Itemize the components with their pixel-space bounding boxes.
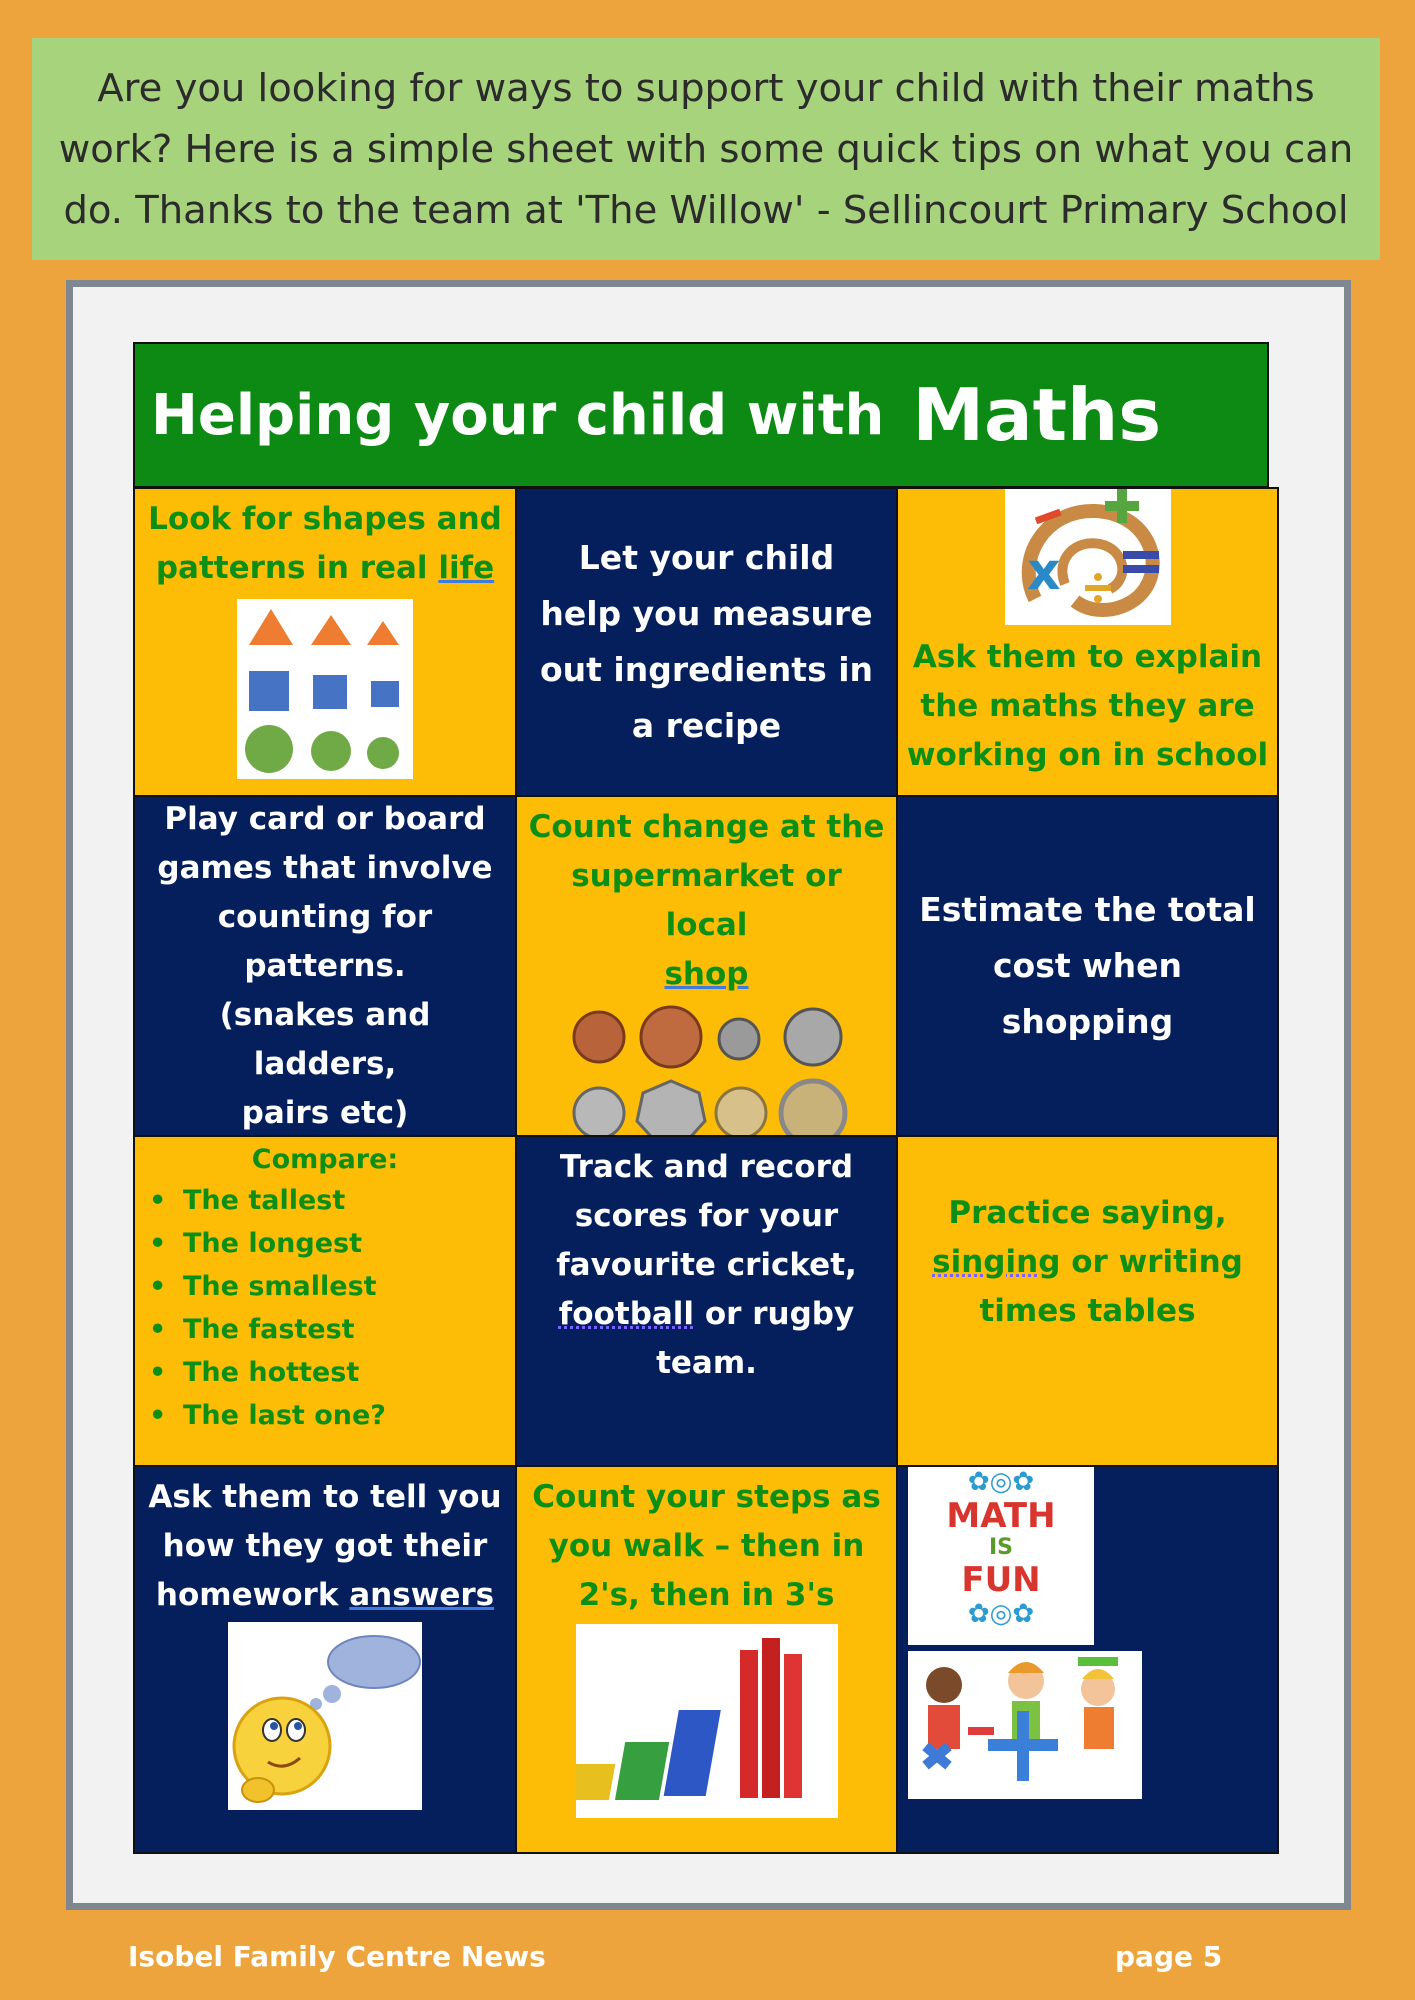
intro-line-1: Are you looking for ways to support your child with their maths bbox=[97, 65, 1315, 111]
tip-track-word: football bbox=[558, 1296, 695, 1332]
tip-track-line: Track and record bbox=[559, 1149, 854, 1185]
tip-steps-line: 2's, then in 3's bbox=[578, 1577, 835, 1613]
compare-item: • The longest bbox=[183, 1222, 507, 1265]
poster-title: Helping your child with bbox=[151, 382, 885, 448]
tip-measure-line: out ingredients in bbox=[539, 650, 874, 689]
tip-measure-line: help you measure bbox=[540, 594, 873, 633]
tip-change bbox=[515, 795, 898, 1137]
tip-compare bbox=[133, 1135, 517, 1467]
tip-tables bbox=[896, 1135, 1279, 1467]
tip-change-line: supermarket or local bbox=[571, 858, 842, 943]
tip-estimate-line: Estimate the total bbox=[919, 890, 1256, 929]
tip-explain-line: Ask them to explain bbox=[912, 639, 1263, 675]
compare-item: • The last one? bbox=[183, 1394, 507, 1437]
compare-title: Compare: bbox=[251, 1144, 399, 1175]
tip-track-word: or rugby bbox=[704, 1296, 855, 1332]
compare-item: • The tallest bbox=[183, 1179, 507, 1222]
poster-header bbox=[133, 342, 1269, 488]
images-panel bbox=[896, 1465, 1279, 1854]
math-symbols-icon bbox=[1005, 489, 1171, 625]
tip-tables-word: singing bbox=[932, 1244, 1061, 1280]
intro-text bbox=[32, 38, 1380, 260]
tip-games-line: pairs etc) bbox=[241, 1094, 409, 1131]
thinking-face-icon bbox=[228, 1622, 422, 1810]
blocks-chart-icon bbox=[576, 1624, 838, 1818]
tip-change-line: Count change at the bbox=[528, 809, 885, 845]
tip-explain-line: working on in school bbox=[906, 737, 1269, 773]
svg-text:x: x bbox=[1026, 542, 1061, 602]
tip-explain bbox=[896, 487, 1279, 797]
page-number: page 5 bbox=[1115, 1940, 1223, 1973]
logo-word: MATH bbox=[946, 1496, 1056, 1536]
tip-measure bbox=[515, 487, 898, 797]
tip-tables-word: or writing bbox=[1071, 1244, 1243, 1280]
tip-tables-line: Practice saying, bbox=[948, 1195, 1227, 1231]
compare-item: • The fastest bbox=[183, 1308, 507, 1351]
tip-games-line: Play card or board bbox=[164, 800, 486, 837]
tip-homework-line: how they got their bbox=[162, 1528, 488, 1564]
shapes-icon bbox=[237, 599, 413, 779]
newsletter-name: Isobel Family Centre News bbox=[128, 1940, 546, 1973]
intro-line-3: do. Thanks to the team at 'The Willow' - Sellincourt Primary School bbox=[63, 187, 1349, 233]
tip-track-line: scores for your bbox=[574, 1198, 839, 1234]
tip-track bbox=[515, 1135, 898, 1467]
tip-homework-line: Ask them to tell you bbox=[148, 1479, 502, 1515]
tip-measure-line: a recipe bbox=[631, 706, 782, 745]
tip-measure-line: Let your child bbox=[578, 538, 835, 577]
tip-shapes-link: life bbox=[438, 550, 495, 586]
tip-tables-line: times tables bbox=[979, 1293, 1196, 1329]
tip-steps-line: you walk – then in bbox=[548, 1528, 865, 1564]
logo-word: IS bbox=[988, 1535, 1014, 1560]
tip-explain-line: the maths they are bbox=[920, 688, 1255, 724]
tip-homework bbox=[133, 1465, 517, 1854]
tip-shapes bbox=[133, 487, 517, 797]
kids-symbols-icon bbox=[908, 1651, 1142, 1799]
tip-estimate-line: cost when shopping bbox=[993, 946, 1182, 1041]
logo-word: FUN bbox=[961, 1560, 1041, 1600]
tip-track-line: favourite cricket, bbox=[556, 1247, 857, 1283]
intro-line-2: work? Here is a simple sheet with some quick tips on what you can bbox=[58, 126, 1354, 172]
poster-title-maths: Maths bbox=[912, 373, 1162, 457]
tip-change-link: shop bbox=[664, 956, 749, 992]
tip-shapes-text: Look for shapes and patterns in real bbox=[148, 501, 502, 586]
tip-homework-word: homework bbox=[155, 1577, 339, 1613]
tip-games-line: patterns. bbox=[244, 947, 406, 984]
math-is-fun-logo: ✿◎✿ MATH IS FUN ✿◎✿ bbox=[908, 1467, 1094, 1645]
tip-games-line: (snakes and ladders, bbox=[219, 996, 431, 1082]
tip-estimate bbox=[896, 795, 1279, 1137]
coins-icon bbox=[557, 1005, 857, 1145]
tip-games-line: counting for bbox=[217, 898, 433, 935]
compare-list bbox=[143, 1179, 507, 1437]
tip-steps bbox=[515, 1465, 898, 1854]
tip-homework-link: answers bbox=[349, 1577, 495, 1613]
tip-track-line: team. bbox=[656, 1345, 757, 1381]
compare-item: • The hottest bbox=[183, 1351, 507, 1394]
maths-poster bbox=[133, 342, 1279, 1854]
tip-games-line: games that involve bbox=[157, 849, 493, 886]
tip-games bbox=[133, 795, 517, 1137]
tip-steps-line: Count your steps as bbox=[532, 1479, 881, 1515]
compare-item: • The smallest bbox=[183, 1265, 507, 1308]
